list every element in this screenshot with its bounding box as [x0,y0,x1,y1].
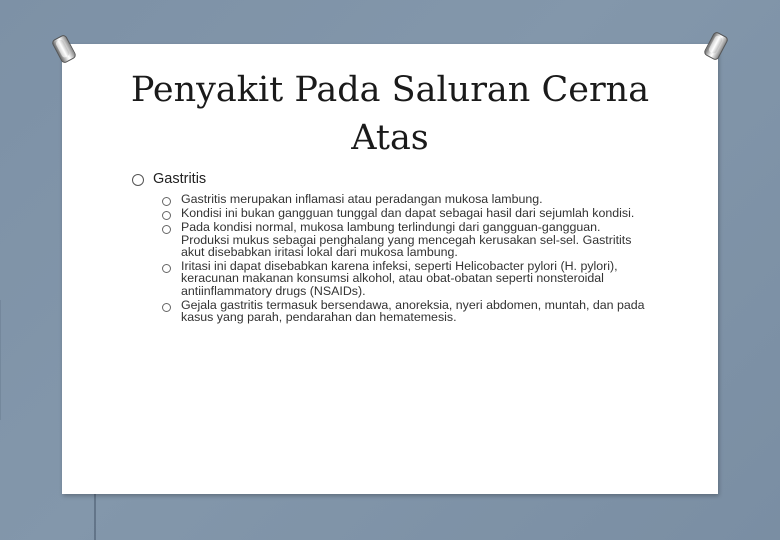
slide-content [132,169,672,325]
sub-bullet-text: Gejala gastritis termasuk bersendawa, anoreksia, nyeri abdomen, muntah, dan pada kasus yang parah, pendarahan dan hematemesis. [181,297,645,325]
background-texture-line [94,494,96,540]
background-texture-line [0,300,1,420]
sub-bullet-list [162,193,672,324]
sub-bullet-text: Gastritis merupakan inflamasi atau peradangan mukosa lambung. [181,192,543,206]
main-bullet-text: Gastritis [153,171,207,187]
hollow-circle-icon [162,303,171,312]
sub-bullet-text: Kondisi ini bukan gangguan tunggal dan dapat sebagai hasil dari sejumlah kondisi. [181,206,635,220]
main-bullet-item [132,169,672,189]
sub-bullet-item [162,260,672,298]
hollow-circle-icon [132,174,144,186]
sub-bullet-item [162,207,672,220]
hollow-circle-icon [162,211,171,220]
sub-bullet-item [162,299,672,324]
slide-title-line1: Penyakit Pada Saluran Cerna [130,70,650,110]
slide-title-line2: Atas [351,118,429,158]
sub-bullet-text: Pada kondisi normal, mukosa lambung terlindungi dari gangguan-gangguan. Produksi mukus sebagai penghalang yang mencegah kerusakan sel-sel. Gastritits akut disebabkan iritasi lokal dari mukosa lambung. [181,220,632,260]
sub-bullet-text: Iritasi ini dapat disebabkan karena infeksi, seperti Helicobacter pylori (H. pylori), keracunan makanan konsumsi alkohol, atau obat-obatan seperti nonsteroidal antiinflammatory drugs (NSAIDs). [181,258,618,298]
sub-bullet-item [162,193,672,206]
hollow-circle-icon [162,264,171,273]
slide-title [0,66,780,162]
hollow-circle-icon [162,225,171,234]
sub-bullet-item [162,221,672,259]
hollow-circle-icon [162,197,171,206]
